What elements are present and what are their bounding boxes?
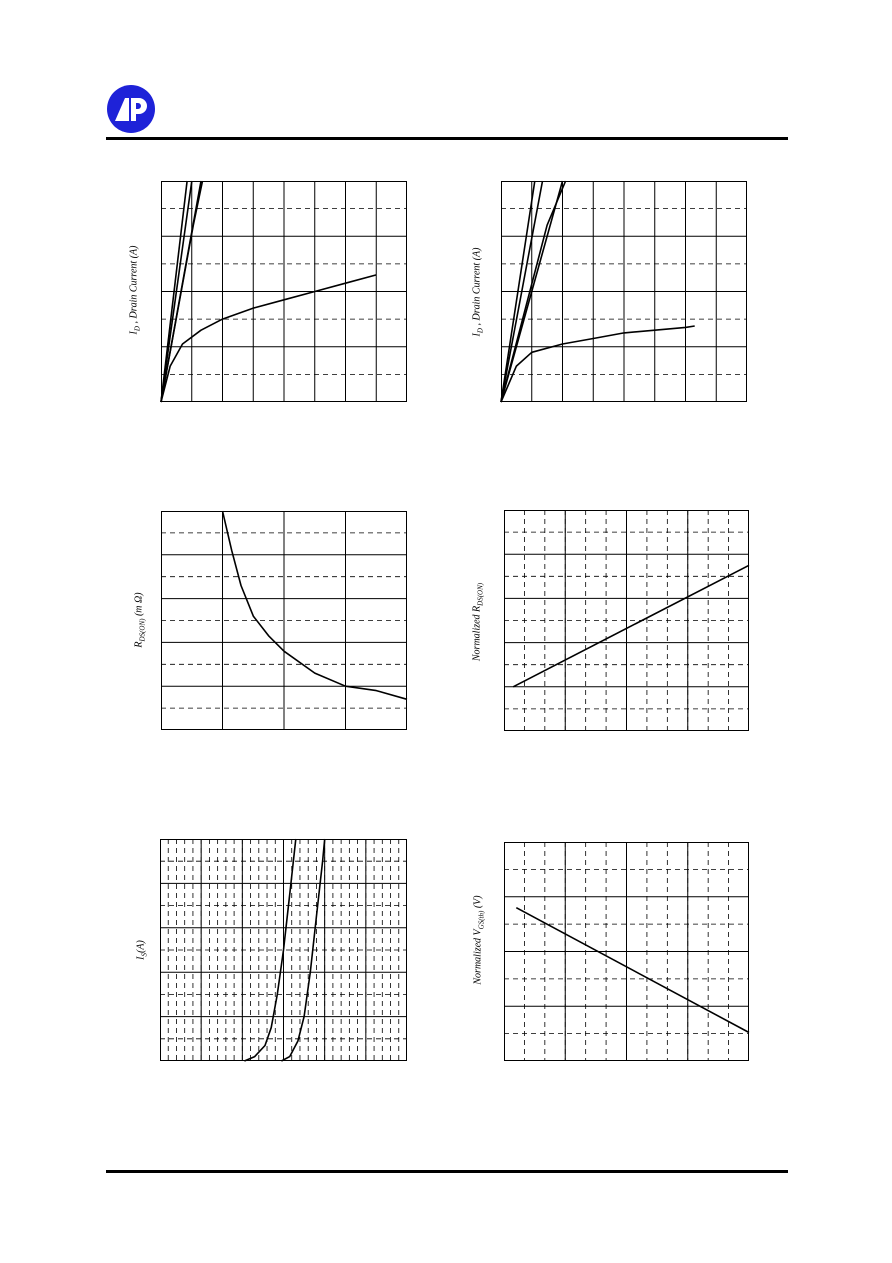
- header-rule: [106, 137, 788, 140]
- footer-rule: [106, 1170, 788, 1173]
- chart-output-150: [501, 181, 747, 402]
- ylabel-rds-vs-tj: Normalized $R_{DS(ON)}$: [471, 582, 485, 662]
- series-line-0: [223, 511, 408, 699]
- series-line-0: [513, 565, 749, 687]
- ylabel-rds-vs-vgs: $R_{DS(ON)}$ (m Ω): [133, 592, 147, 648]
- chart-output-25: [161, 181, 407, 402]
- chart-rds-vs-tj: [504, 510, 749, 731]
- series-line-4: [161, 275, 376, 402]
- series-line-4: [501, 326, 695, 402]
- series-line-0: [516, 908, 749, 1033]
- ylabel-vgs-th-vs-tj: Normalized $V_{GS(th)}$ (V): [472, 895, 486, 985]
- ylabel-output-150: $I_D$ , Drain Current (A): [471, 247, 485, 337]
- ylabel-source-drain-diode: $I_S(A)$: [135, 940, 149, 960]
- chart-rds-vs-vgs: [161, 511, 407, 730]
- ylabel-output-25: $I_D$ , Drain Current (A): [128, 245, 142, 335]
- chart-vgs-th-vs-tj: [504, 842, 749, 1061]
- chart-source-drain-diode: [160, 839, 407, 1061]
- company-logo-icon: [106, 84, 156, 134]
